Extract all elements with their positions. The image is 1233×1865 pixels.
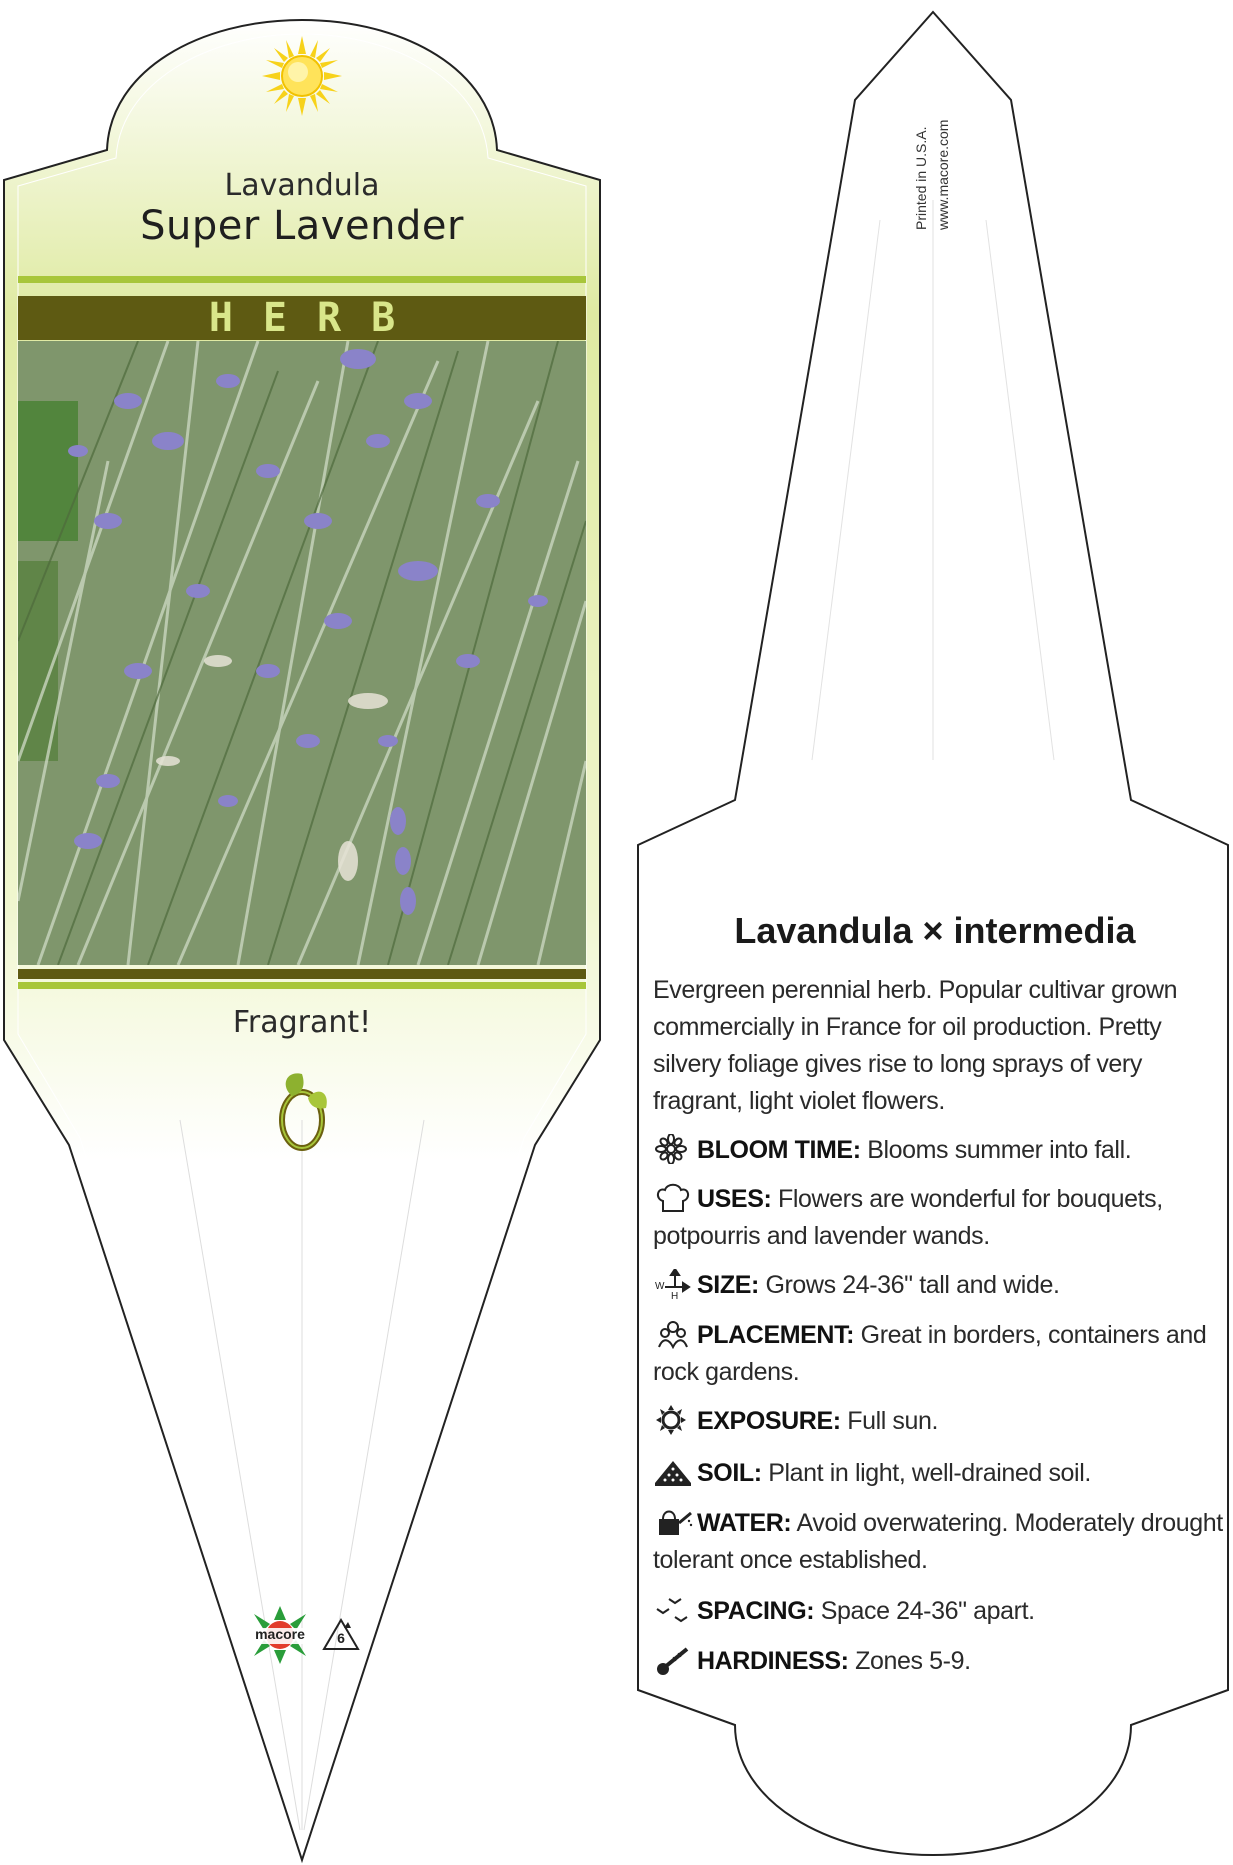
attr-bloom-time — [653, 1132, 1228, 1169]
size-icon — [653, 1269, 693, 1299]
brand-name: macore — [255, 1626, 305, 1642]
attr-label: SIZE: — [697, 1271, 759, 1299]
spacing-icon — [653, 1595, 693, 1625]
attr-text: Plant in light, well-drained soil. — [768, 1459, 1091, 1487]
attr-label: SOIL: — [697, 1459, 762, 1487]
attr-label: EXPOSURE: — [697, 1407, 841, 1435]
attr-label: USES: — [697, 1185, 772, 1213]
attr-label: SPACING: — [697, 1597, 815, 1625]
attr-text: Blooms summer into fall. — [867, 1136, 1132, 1164]
attr-uses — [653, 1181, 1228, 1255]
category-letter: R — [317, 295, 342, 341]
plant-genus: Lavandula — [224, 168, 380, 203]
watering-can-icon — [653, 1507, 693, 1537]
category-letter: B — [371, 295, 396, 341]
thermometer-icon — [653, 1645, 693, 1675]
attr-size — [653, 1267, 1228, 1304]
attr-label: HARDINESS: — [697, 1647, 849, 1675]
category-letter: H — [208, 295, 233, 341]
sun-icon — [262, 36, 342, 116]
plant-description: Evergreen perennial herb. Popular cultivar grown commercially in France for oil production. Pretty silvery foliage gives rise to long sprays of very fragrant, light violet flowers. — [653, 976, 1178, 1115]
scientific-name: Lavandula × intermedia — [734, 910, 1136, 951]
attr-label: WATER: — [697, 1509, 792, 1537]
recycle-code: 6 — [337, 1630, 345, 1646]
soil-icon — [653, 1457, 693, 1487]
chef-hat-icon — [653, 1183, 693, 1213]
category-letter: E — [262, 295, 287, 341]
macore-logo — [244, 1606, 316, 1664]
seedling-icon — [272, 1068, 332, 1154]
attr-spacing — [653, 1593, 1228, 1630]
attr-soil — [653, 1455, 1228, 1492]
attr-text: Great in borders, containers and rock gardens. — [653, 1321, 1207, 1386]
flower-icon — [653, 1134, 693, 1164]
attr-water — [653, 1505, 1228, 1579]
lavender-photo — [18, 341, 586, 965]
attr-text: Full sun. — [847, 1407, 939, 1435]
attr-label: BLOOM TIME: — [697, 1136, 861, 1164]
attr-text: Zones 5-9. — [855, 1647, 971, 1675]
printed-in-line: Printed in U.S.A. — [913, 126, 929, 230]
attr-exposure — [653, 1403, 1228, 1440]
attr-text: Space 24-36" apart. — [820, 1597, 1035, 1625]
svg-text:W: W — [655, 1281, 665, 1292]
attr-hardiness — [653, 1643, 1228, 1680]
svg-text:H: H — [671, 1291, 678, 1299]
website-line: www.macore.com — [935, 119, 951, 230]
recycle-icon — [322, 1618, 360, 1652]
plant-tagline: Fragrant! — [232, 1005, 372, 1040]
category-band — [18, 296, 586, 340]
attr-text: Grows 24-36" tall and wide. — [765, 1271, 1060, 1299]
attr-label: PLACEMENT: — [697, 1321, 855, 1349]
placement-icon — [653, 1319, 693, 1349]
sun-icon — [653, 1405, 693, 1435]
attr-text: Avoid overwatering. Moderately drought tolerant once established. — [653, 1509, 1223, 1574]
attr-placement — [653, 1317, 1228, 1391]
plant-cultivar: Super Lavender — [140, 203, 464, 249]
attr-text: Flowers are wonderful for bouquets, potpourris and lavender wands. — [653, 1185, 1163, 1250]
